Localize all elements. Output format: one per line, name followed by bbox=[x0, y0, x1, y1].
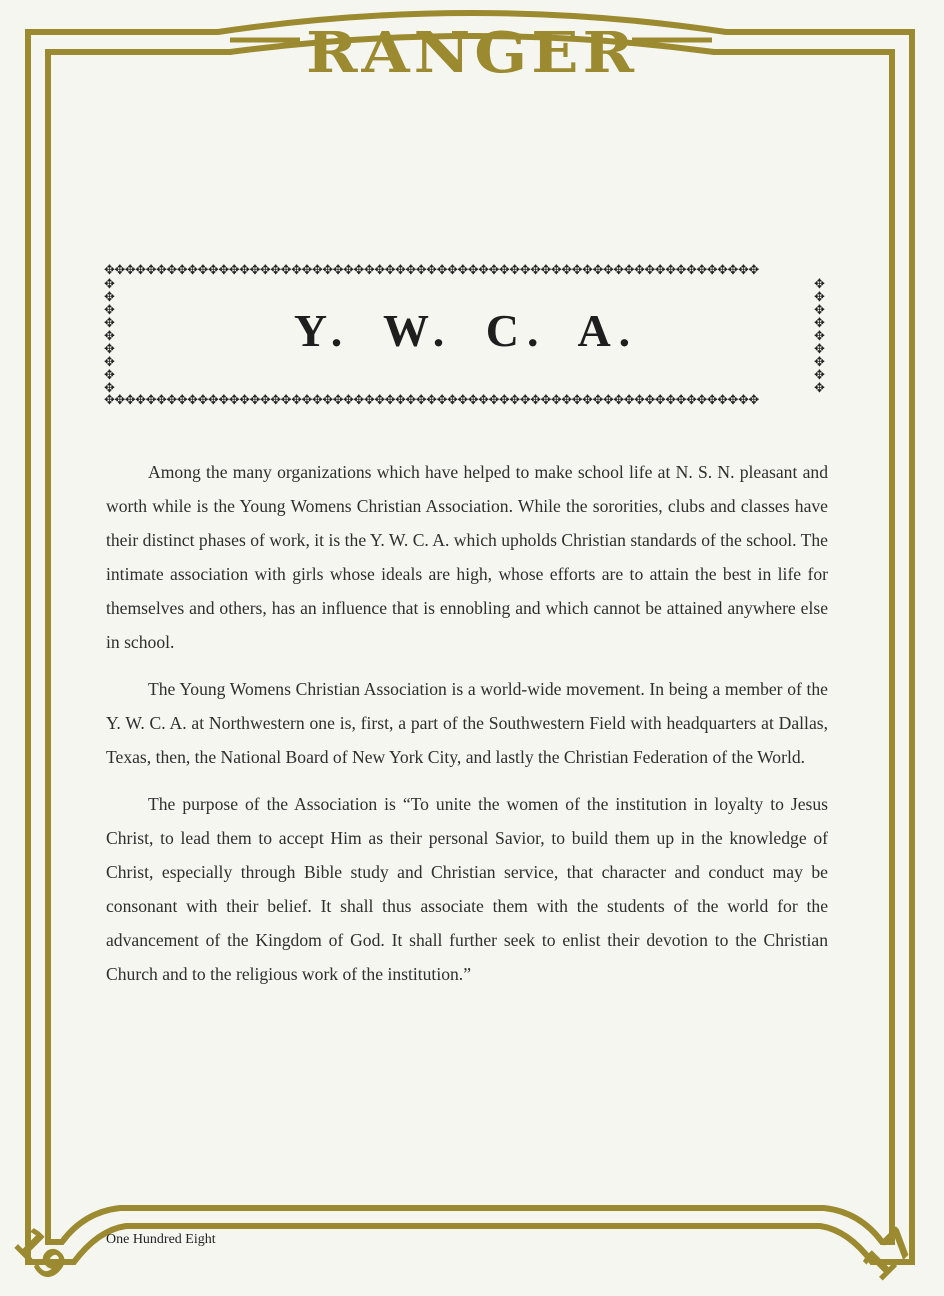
year-right: 17 bbox=[853, 1219, 926, 1291]
paragraph-3: The purpose of the Association is “To unite the women of the institution in loyalty to Jesus Christ, to lead them to accept Him as their personal Savior, to build them up in the knowledge of Christ, especially through Bible study and Christian service, that character and conduct may be consonant with their belief. It shall thus associate them with the students of the world for the advancement of the Kingdom of God. It shall further seek to enlist their devotion to the Christian Church and to the religious work of the institution.” bbox=[106, 794, 828, 984]
ornament-border-right: ✥✥✥✥✥✥✥✥✥ bbox=[814, 278, 825, 394]
ornament-border-left: ✥✥✥✥✥✥✥✥✥ bbox=[104, 278, 115, 394]
page-title: Y. W. C. A. bbox=[293, 305, 639, 356]
title-box bbox=[104, 264, 828, 408]
masthead-title: RANGER bbox=[305, 19, 639, 86]
article-body bbox=[106, 455, 828, 1004]
paragraph-1: Among the many organizations which have helped to make school life at N. S. N. pleasant and worth while is the Young Womens Christian Association. While the sororities, clubs and classes have their distinct phases of work, it is the Y. W. C. A. which upholds Christian standards of the school. The intimate association with girls whose ideals are high, whose efforts are to attain the best in life for themselves and others, has an influence that is ennobling and which cannot be attained anywhere else in school. bbox=[106, 462, 828, 652]
ornament-border-bottom: ✥✥✥✥✥✥✥✥✥✥✥✥✥✥✥✥✥✥✥✥✥✥✥✥✥✥✥✥✥✥✥✥✥✥✥✥✥✥✥✥✥✥✥✥✥✥✥✥✥✥✥✥✥✥✥✥✥✥✥✥✥✥✥ bbox=[104, 394, 759, 408]
ornament-border-top: ✥✥✥✥✥✥✥✥✥✥✥✥✥✥✥✥✥✥✥✥✥✥✥✥✥✥✥✥✥✥✥✥✥✥✥✥✥✥✥✥✥✥✥✥✥✥✥✥✥✥✥✥✥✥✥✥✥✥✥✥✥✥✥ bbox=[104, 264, 759, 278]
page-number-label: One Hundred Eight bbox=[106, 1232, 216, 1247]
paragraph-2: The Young Womens Christian Association is a world-wide movement. In being a member of the Y. W. C. A. at Northwestern one is, first, a part of the Southwestern Field with headquarters at Dallas, Texas, then, the National Board of New York City, and lastly the Christian Federation of the World. bbox=[106, 679, 828, 767]
year-left: 19 bbox=[3, 1219, 76, 1291]
